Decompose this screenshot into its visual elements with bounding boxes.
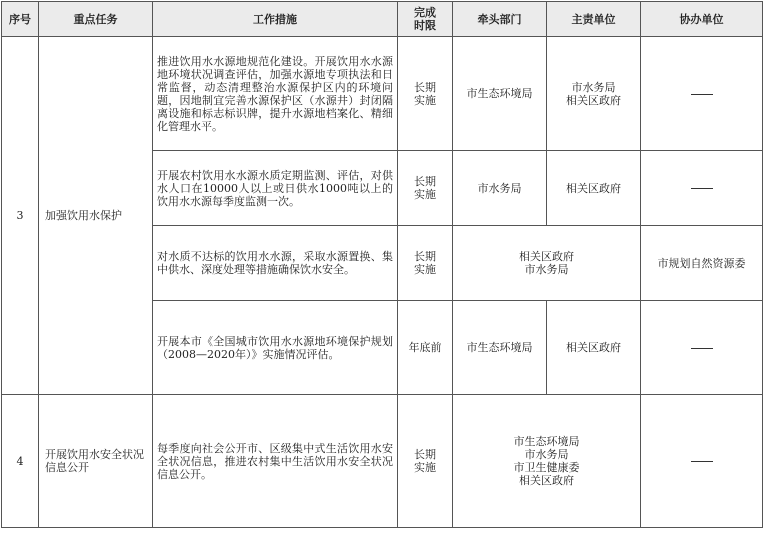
dash-mark [691,94,713,95]
deadline-cell: 长期 实施 [398,226,453,301]
task-name: 加强饮用水保护 [39,37,153,395]
assist-unit [641,37,763,151]
table-row [2,37,763,151]
measure-text: 推进饮用水水源地规范化建设。开展饮用水水源地环境状况调查评估，加强水源地专项执法和日常监督，动态清理整治水源保护区内的环境问题，因地制宜完善水源保护区（水源井）封闭隔离设施和标志标识牌，提升水源地档案化、精细化管理水平。 [153,37,398,151]
main-unit: 市水务局 相关区政府 [547,37,641,151]
col-header-lead: 牵头部门 [453,2,547,37]
lead-main-merged: 市生态环境局 市水务局 市卫生健康委 相关区政府 [453,395,641,528]
col-header-no: 序号 [2,2,39,37]
col-header-main: 主责单位 [547,2,641,37]
assist-unit [641,301,763,395]
assist-unit [641,395,763,528]
task-number: 3 [2,37,39,395]
task-table [1,1,763,528]
lead-department: 市水务局 [453,151,547,226]
task-name: 开展饮用水安全状况信息公开 [39,395,153,528]
header-row [2,2,763,37]
deadline-cell: 长期 实施 [398,37,453,151]
table-row [2,395,763,528]
dash-mark [691,348,713,349]
assist-unit [641,151,763,226]
measure-text: 对水质不达标的饮用水水源，采取水源置换、集中供水、深度处理等措施确保饮水安全。 [153,226,398,301]
col-header-measure: 工作措施 [153,2,398,37]
measure-text: 开展本市《全国城市饮用水水源地环境保护规划（2008—2020年）》实施情况评估。 [153,301,398,395]
deadline-cell: 长期 实施 [398,395,453,528]
assist-unit: 市规划自然资源委 [641,226,763,301]
deadline-cell: 长期 实施 [398,151,453,226]
measure-text: 每季度向社会公开市、区级集中式生活饮用水安全状况信息，推进农村集中生活饮用水安全状况信息公开。 [153,395,398,528]
col-header-task: 重点任务 [39,2,153,37]
main-unit: 相关区政府 [547,151,641,226]
dash-mark [691,461,713,462]
task-number: 4 [2,395,39,528]
deadline-cell: 年底前 [398,301,453,395]
lead-department: 市生态环境局 [453,37,547,151]
dash-mark [691,188,713,189]
measure-text: 开展农村饮用水水源水质定期监测、评估，对供水人口在10000人以上或日供水1000吨以上的饮用水水源每季度监测一次。 [153,151,398,226]
main-unit: 相关区政府 [547,301,641,395]
lead-department: 市生态环境局 [453,301,547,395]
col-header-assist: 协办单位 [641,2,763,37]
col-header-deadline: 完成 时限 [398,2,453,37]
lead-main-merged: 相关区政府 市水务局 [453,226,641,301]
